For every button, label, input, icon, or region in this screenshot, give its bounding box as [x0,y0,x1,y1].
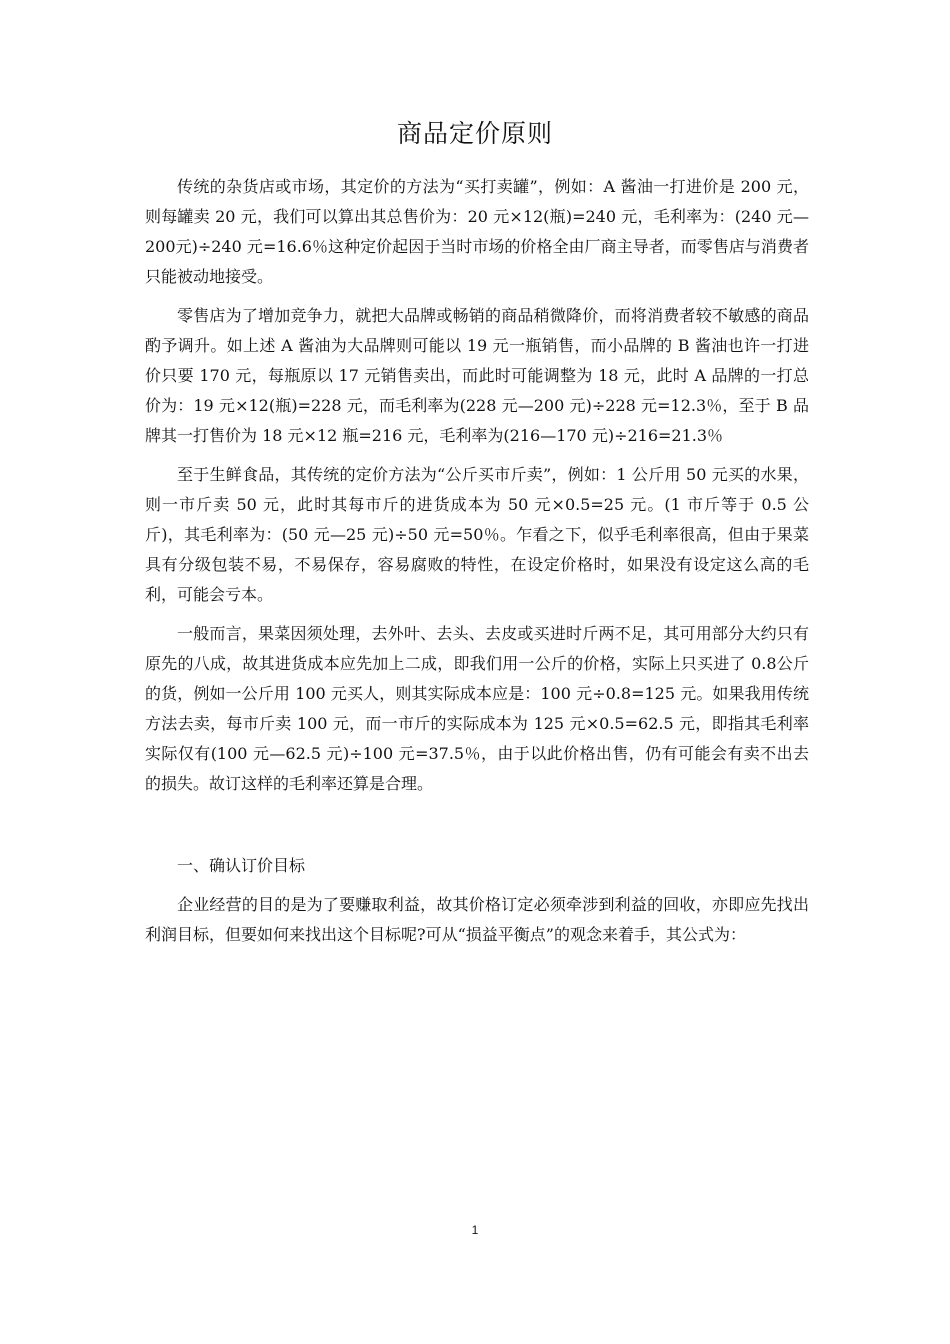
page-title: 商品定价原则 [396,119,553,148]
paragraph-produce-cost: 一般而言，果菜因须处理，去外叶、去头、去皮或买进时斤两不足，其可用部分大约只有原先的八成，故其进货成本应先加上二成，即我们用一公斤的价格，实际上只买进了 0.8公斤的货，例如一公斤用 100 元买人，则其实际成本应是：100 元÷0.8=125 元。如果我用传统方法去卖，每市斤卖 100 元，而一市斤的实际成本为 125 元×0.5=62.5 元，即指其毛利率实际仅有(100 元—62.5 元)÷100 元=37.5％，由于以此价格出售，仍有可能会有卖不出去的损失。故订这样的毛利率还算是合理。 [145,624,809,793]
section-heading: 一、确认订价目标 [177,856,306,875]
page-number: 1 [471,1223,479,1237]
paragraph-profit-target: 企业经营的目的是为了要赚取利益，故其价格订定必须牵涉到利益的回收，亦即应先找出利润目标，但要如何来找出这个目标呢?可从“损益平衡点”的观念来着手，其公式为： [145,895,809,944]
paragraph-traditional-pricing: 传统的杂货店或市场，其定价的方法为“买打卖罐”，例如：A 酱油一打进价是 200 元，则每罐卖 20 元，我们可以算出其总售价为：20 元×12(瓶)=240 元，毛利率为：(240 元—200元)÷240 元=16.6％这种定价起因于当时市场的价格全由厂商主导者，而零售店与消费者只能被动地接受。 [145,177,809,286]
paragraph-fresh-food: 至于生鲜食品，其传统的定价方法为“公斤买市斤卖”，例如：1 公斤用 50 元买的水果，则一市斤卖 50 元，此时其每市斤的进货成本为 50 元×0.5=25 元。(1 市斤等于 0.5 公斤)，其毛利率为：(50 元—25 元)÷50 元=50％。乍看之下，似乎毛利率很高，但由于果菜具有分级包装不易，不易保存，容易腐败的特性，在设定价格时，如果没有设定这么高的毛利，可能会亏本。 [145,465,809,604]
paragraph-brand-adjustment: 零售店为了增加竞争力，就把大品牌或畅销的商品稍微降价，而将消费者较不敏感的商品酌予调升。如上述 A 酱油为大品牌则可能以 19 元一瓶销售，而小品牌的 B 酱油也许一打进价只要 170 元，每瓶原以 17 元销售卖出，而此时可能调整为 18 元，此时 A 品牌的一打总价为：19 元×12(瓶)=228 元，而毛利率为(228 元—200 元)÷228 元=12.3％，至于 B 品牌其一打售价为 18 元×12 瓶=216 元，毛利率为(216—170 元)÷216=21.3％ [145,306,809,445]
document-body [145,172,809,950]
